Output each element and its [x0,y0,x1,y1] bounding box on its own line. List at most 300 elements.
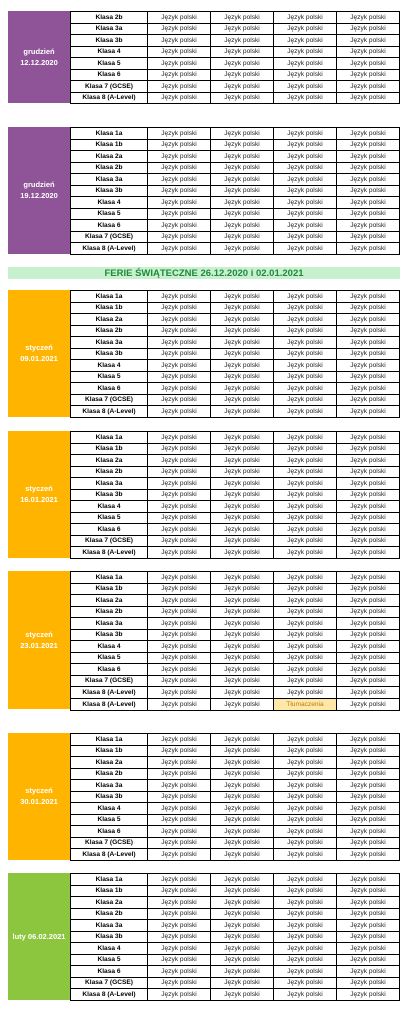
subject-cell: Język polski [148,664,211,676]
class-name-cell: Klasa 4 [71,803,148,815]
class-name-cell: Klasa 2a [71,151,148,163]
schedule-block [8,873,400,1001]
class-table [70,11,400,104]
subject-cell: Język polski [337,989,400,1001]
class-name-cell: Klasa 2a [71,897,148,909]
date-cell: grudzień 19.12.2020 [8,127,70,254]
subject-cell: Język polski [148,583,211,595]
table-row [71,383,400,395]
subject-cell: Język polski [337,547,400,559]
class-name-cell: Klasa 3a [71,23,148,35]
subject-cell: Język polski [274,360,337,372]
class-name-cell: Klasa 2b [71,768,148,780]
date-cell: styczeń 16.01.2021 [8,431,70,558]
subject-cell: Język polski [337,185,400,197]
subject-cell: Język polski [211,12,274,24]
table-row [71,791,400,803]
subject-cell: Język polski [211,687,274,699]
subject-cell: Język polski [211,931,274,943]
table-row [71,595,400,607]
subject-cell: Język polski [211,337,274,349]
class-name-cell: Klasa 6 [71,524,148,536]
subject-cell: Język polski [337,826,400,838]
table-row [71,174,400,186]
table-row [71,837,400,849]
subject-cell: Język polski [148,443,211,455]
subject-cell: Język polski [148,641,211,653]
subject-cell: Język polski [337,92,400,104]
class-name-cell: Klasa 7 (GCSE) [71,675,148,687]
subject-cell: Język polski [274,162,337,174]
table-row [71,466,400,478]
subject-cell: Język polski [148,81,211,93]
subject-cell: Język polski [211,443,274,455]
subject-cell: Język polski [337,243,400,255]
subject-cell: Język polski [148,92,211,104]
subject-cell: Język polski [274,139,337,151]
table-row [71,371,400,383]
table-row [71,920,400,932]
table-row [71,501,400,513]
subject-cell: Język polski [211,489,274,501]
table-row [71,151,400,163]
table-row [71,432,400,444]
subject-cell: Język polski [274,535,337,547]
subject-cell: Język polski [211,314,274,326]
subject-cell: Język polski [337,757,400,769]
class-name-cell: Klasa 4 [71,360,148,372]
schedule-block [8,571,400,711]
subject-cell: Język polski [274,791,337,803]
subject-cell: Język polski [337,931,400,943]
class-name-cell: Klasa 2b [71,606,148,618]
class-name-cell: Klasa 8 (A-Level) [71,243,148,255]
subject-cell: Język polski [337,664,400,676]
subject-cell: Język polski [148,162,211,174]
class-name-cell: Klasa 2b [71,12,148,24]
class-name-cell: Klasa 5 [71,58,148,70]
subject-cell: Język polski [274,443,337,455]
subject-cell: Język polski [274,595,337,607]
date-cell: luty 06.02.2021 [8,873,70,1000]
subject-cell: Język polski [148,208,211,220]
table-row [71,931,400,943]
subject-cell: Język polski [148,12,211,24]
table-row [71,652,400,664]
subject-cell: Język polski [337,687,400,699]
subject-cell: Język polski [337,231,400,243]
subject-cell: Język polski [337,595,400,607]
subject-cell: Język polski [211,185,274,197]
subject-cell: Język polski [211,583,274,595]
subject-cell: Język polski [337,314,400,326]
table-row [71,46,400,58]
class-name-cell: Klasa 1a [71,432,148,444]
class-name-cell: Klasa 7 (GCSE) [71,231,148,243]
subject-cell: Język polski [211,231,274,243]
subject-cell: Język polski [337,803,400,815]
subject-cell: Język polski [274,432,337,444]
subject-cell: Język polski [274,501,337,513]
subject-cell: Język polski [274,231,337,243]
subject-cell: Język polski [274,629,337,641]
subject-cell: Język polski [274,151,337,163]
table-row [71,325,400,337]
subject-cell: Język polski [148,524,211,536]
subject-cell: Język polski [148,35,211,47]
subject-cell: Język polski [211,302,274,314]
subject-cell: Język polski [211,243,274,255]
subject-cell: Język polski [274,466,337,478]
subject-cell: Język polski [148,383,211,395]
class-name-cell: Klasa 5 [71,814,148,826]
subject-cell: Język polski [148,675,211,687]
subject-cell: Język polski [274,337,337,349]
subject-cell: Język polski [211,128,274,140]
subject-cell: Język polski [211,664,274,676]
subject-cell: Język polski [274,734,337,746]
subject-cell: Język polski [148,185,211,197]
subject-cell: Język polski [148,652,211,664]
subject-cell: Język polski [274,220,337,232]
subject-cell: Język polski [274,572,337,584]
subject-cell: Język polski [211,535,274,547]
subject-cell: Język polski [211,641,274,653]
subject-cell: Język polski [274,302,337,314]
class-name-cell: Klasa 5 [71,512,148,524]
table-row [71,675,400,687]
subject-cell: Język polski [337,383,400,395]
subject-cell: Język polski [274,641,337,653]
table-row [71,23,400,35]
subject-cell: Język polski [211,908,274,920]
class-name-cell: Klasa 2b [71,162,148,174]
class-name-cell: Klasa 6 [71,69,148,81]
table-row [71,966,400,978]
holiday-banner: FERIE ŚWIĄTECZNE 26.12.2020 i 02.01.2021 [8,267,400,279]
subject-cell: Język polski [148,455,211,467]
subject-cell: Język polski [337,302,400,314]
subject-cell: Język polski [337,629,400,641]
schedule-block [8,11,400,104]
subject-cell: Język polski [274,348,337,360]
subject-cell: Język polski [274,826,337,838]
table-row [71,478,400,490]
date-cell: styczeń 23.01.2021 [8,571,70,709]
subject-cell: Język polski [148,920,211,932]
subject-cell: Język polski [211,849,274,861]
table-row [71,512,400,524]
date-cell: styczeń 30.01.2021 [8,733,70,860]
table-row [71,291,400,303]
table-row [71,535,400,547]
subject-cell: Język polski [337,12,400,24]
subject-cell: Język polski [211,432,274,444]
highlighted-subject-cell: Tłumaczenia [274,699,337,711]
subject-cell: Język polski [337,908,400,920]
subject-cell: Język polski [211,966,274,978]
subject-cell: Język polski [274,954,337,966]
subject-cell: Język polski [211,606,274,618]
subject-cell: Język polski [211,675,274,687]
subject-cell: Język polski [337,849,400,861]
table-row [71,780,400,792]
table-row [71,814,400,826]
table-row [71,977,400,989]
subject-cell: Język polski [337,606,400,618]
subject-cell: Język polski [337,35,400,47]
class-name-cell: Klasa 4 [71,197,148,209]
class-name-cell: Klasa 7 (GCSE) [71,837,148,849]
subject-cell: Język polski [274,664,337,676]
subject-cell: Język polski [211,139,274,151]
subject-cell: Język polski [274,35,337,47]
subject-cell: Język polski [274,966,337,978]
subject-cell: Język polski [337,768,400,780]
table-row [71,69,400,81]
subject-cell: Język polski [274,745,337,757]
subject-cell: Język polski [148,197,211,209]
table-row [71,803,400,815]
subject-cell: Język polski [337,791,400,803]
subject-cell: Język polski [337,618,400,630]
subject-cell: Język polski [211,174,274,186]
class-name-cell: Klasa 1a [71,291,148,303]
class-name-cell: Klasa 2a [71,455,148,467]
subject-cell: Język polski [274,874,337,886]
subject-cell: Język polski [211,780,274,792]
subject-cell: Język polski [337,699,400,711]
subject-cell: Język polski [274,128,337,140]
subject-cell: Język polski [337,69,400,81]
subject-cell: Język polski [274,371,337,383]
subject-cell: Język polski [274,383,337,395]
table-row [71,897,400,909]
subject-cell: Język polski [337,572,400,584]
subject-cell: Język polski [211,162,274,174]
table-row [71,455,400,467]
subject-cell: Język polski [337,652,400,664]
class-name-cell: Klasa 8 (A-Level) [71,687,148,699]
subject-cell: Język polski [211,826,274,838]
subject-cell: Język polski [148,943,211,955]
subject-cell: Język polski [274,618,337,630]
subject-cell: Język polski [274,931,337,943]
class-name-cell: Klasa 7 (GCSE) [71,977,148,989]
subject-cell: Język polski [274,185,337,197]
subject-cell: Język polski [211,943,274,955]
subject-cell: Język polski [337,535,400,547]
subject-cell: Język polski [148,897,211,909]
subject-cell: Język polski [337,348,400,360]
class-name-cell: Klasa 8 (A-Level) [71,92,148,104]
subject-cell: Język polski [337,954,400,966]
subject-cell: Język polski [211,360,274,372]
subject-cell: Język polski [337,162,400,174]
subject-cell: Język polski [337,512,400,524]
subject-cell: Język polski [211,652,274,664]
subject-cell: Język polski [274,908,337,920]
subject-cell: Język polski [211,23,274,35]
subject-cell: Język polski [148,547,211,559]
table-row [71,360,400,372]
class-name-cell: Klasa 8 (A-Level) [71,547,148,559]
subject-cell: Język polski [337,897,400,909]
subject-cell: Język polski [148,69,211,81]
subject-cell: Język polski [274,92,337,104]
subject-cell: Język polski [211,757,274,769]
subject-cell: Język polski [337,197,400,209]
subject-cell: Język polski [337,220,400,232]
subject-cell: Język polski [274,512,337,524]
subject-cell: Język polski [148,337,211,349]
subject-cell: Język polski [211,897,274,909]
subject-cell: Język polski [148,826,211,838]
subject-cell: Język polski [148,606,211,618]
subject-cell: Język polski [274,197,337,209]
subject-cell: Język polski [148,478,211,490]
table-row [71,128,400,140]
class-table [70,431,400,559]
class-name-cell: Klasa 8 (A-Level) [71,849,148,861]
class-name-cell: Klasa 2a [71,757,148,769]
subject-cell: Język polski [211,524,274,536]
subject-cell: Język polski [211,406,274,418]
schedule-block [8,127,400,255]
table-row [71,489,400,501]
subject-cell: Język polski [337,360,400,372]
subject-cell: Język polski [211,768,274,780]
class-name-cell: Klasa 7 (GCSE) [71,81,148,93]
subject-cell: Język polski [274,291,337,303]
subject-cell: Język polski [274,23,337,35]
subject-cell: Język polski [148,46,211,58]
subject-cell: Język polski [337,432,400,444]
subject-cell: Język polski [148,512,211,524]
subject-cell: Język polski [148,501,211,513]
class-name-cell: Klasa 3b [71,348,148,360]
subject-cell: Język polski [337,920,400,932]
subject-cell: Język polski [337,780,400,792]
subject-cell: Język polski [148,768,211,780]
class-name-cell: Klasa 8 (A-Level) [71,989,148,1001]
subject-cell: Język polski [211,325,274,337]
subject-cell: Język polski [148,406,211,418]
subject-cell: Język polski [337,208,400,220]
subject-cell: Język polski [337,174,400,186]
class-name-cell: Klasa 1b [71,583,148,595]
class-name-cell: Klasa 3b [71,931,148,943]
subject-cell: Język polski [148,687,211,699]
subject-cell: Język polski [148,874,211,886]
table-row [71,162,400,174]
subject-cell: Język polski [148,314,211,326]
subject-cell: Język polski [337,151,400,163]
subject-cell: Język polski [211,69,274,81]
subject-cell: Język polski [211,348,274,360]
class-name-cell: Klasa 1a [71,128,148,140]
subject-cell: Język polski [337,734,400,746]
subject-cell: Język polski [148,803,211,815]
table-row [71,768,400,780]
table-row [71,734,400,746]
subject-cell: Język polski [211,547,274,559]
table-row [71,572,400,584]
table-row [71,699,400,711]
subject-cell: Język polski [337,466,400,478]
subject-cell: Język polski [274,977,337,989]
subject-cell: Język polski [211,803,274,815]
class-name-cell: Klasa 3a [71,337,148,349]
class-table [70,733,400,861]
class-name-cell: Klasa 2a [71,595,148,607]
subject-cell: Język polski [274,583,337,595]
class-name-cell: Klasa 5 [71,371,148,383]
subject-cell: Język polski [337,337,400,349]
subject-cell: Język polski [148,128,211,140]
subject-cell: Język polski [148,348,211,360]
table-row [71,629,400,641]
subject-cell: Język polski [148,699,211,711]
subject-cell: Język polski [211,837,274,849]
table-row [71,208,400,220]
subject-cell: Język polski [274,478,337,490]
class-name-cell: Klasa 1b [71,139,148,151]
subject-cell: Język polski [337,966,400,978]
table-row [71,849,400,861]
subject-cell: Język polski [337,489,400,501]
subject-cell: Język polski [148,535,211,547]
table-row [71,954,400,966]
subject-cell: Język polski [211,629,274,641]
subject-cell: Język polski [148,243,211,255]
subject-cell: Język polski [211,734,274,746]
subject-cell: Język polski [337,745,400,757]
class-name-cell: Klasa 5 [71,954,148,966]
class-name-cell: Klasa 6 [71,664,148,676]
subject-cell: Język polski [148,394,211,406]
class-name-cell: Klasa 3b [71,791,148,803]
subject-cell: Język polski [211,383,274,395]
subject-cell: Język polski [337,394,400,406]
subject-cell: Język polski [211,874,274,886]
subject-cell: Język polski [211,466,274,478]
subject-cell: Język polski [274,243,337,255]
subject-cell: Język polski [211,46,274,58]
subject-cell: Język polski [148,371,211,383]
class-table [70,571,400,711]
subject-cell: Język polski [148,595,211,607]
subject-cell: Język polski [211,618,274,630]
subject-cell: Język polski [211,501,274,513]
subject-cell: Język polski [274,803,337,815]
table-row [71,302,400,314]
class-name-cell: Klasa 3a [71,174,148,186]
class-name-cell: Klasa 2b [71,466,148,478]
subject-cell: Język polski [274,69,337,81]
subject-cell: Język polski [211,977,274,989]
subject-cell: Język polski [274,687,337,699]
subject-cell: Język polski [148,977,211,989]
class-name-cell: Klasa 3b [71,35,148,47]
table-row [71,826,400,838]
class-name-cell: Klasa 3b [71,629,148,641]
table-row [71,989,400,1001]
subject-cell: Język polski [337,837,400,849]
subject-cell: Język polski [274,524,337,536]
class-name-cell: Klasa 3a [71,780,148,792]
subject-cell: Język polski [274,897,337,909]
